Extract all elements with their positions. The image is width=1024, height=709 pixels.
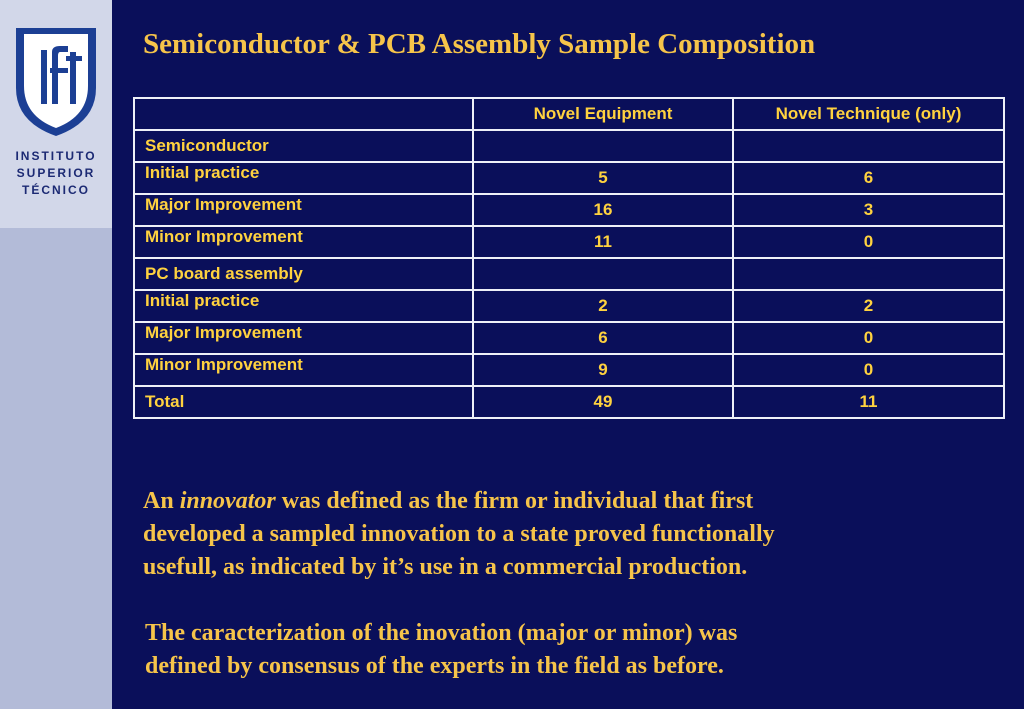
equipment-value: [473, 258, 733, 290]
technique-value: 0: [733, 322, 1004, 354]
row-label: Major Improvement: [134, 194, 473, 226]
row-label: Minor Improvement: [134, 354, 473, 386]
technique-value: 6: [733, 162, 1004, 194]
header-novel-technique: Novel Technique (only): [733, 98, 1004, 130]
table-row: [134, 162, 1004, 194]
header-blank: [134, 98, 473, 130]
paragraph-line: usefull, as indicated by it’s use in a commercial production.: [143, 554, 748, 580]
paragraph-line: developed a sampled innovation to a state proved functionally: [143, 521, 775, 547]
table-row: [134, 130, 1004, 162]
row-label: Major Improvement: [134, 322, 473, 354]
slide-title: Semiconductor & PCB Assembly Sample Composition: [143, 28, 816, 60]
table-header-row: [134, 98, 1004, 130]
table-row: [134, 290, 1004, 322]
sidebar: [0, 0, 112, 709]
category-label: Semiconductor: [134, 130, 473, 162]
ist-logo-icon: [14, 26, 98, 138]
technique-value: [733, 130, 1004, 162]
logo-panel: [0, 0, 112, 228]
characterization-paragraph: [145, 617, 1005, 683]
logo-line-2: SUPERIOR: [16, 166, 96, 180]
equipment-value: 16: [473, 194, 733, 226]
technique-total: 11: [733, 386, 1004, 418]
paragraph-line: [143, 485, 1003, 518]
table-row: [134, 354, 1004, 386]
total-label: Total: [134, 386, 473, 418]
technique-value: 3: [733, 194, 1004, 226]
technique-value: 0: [733, 226, 1004, 258]
paragraph-line-rest: was defined as the firm or individual that first: [275, 488, 754, 514]
equipment-value: 9: [473, 354, 733, 386]
innovator-term: innovator: [179, 488, 276, 514]
paragraph-prefix: An: [143, 488, 180, 514]
logo-wordmark: [0, 148, 112, 199]
table-row: [134, 322, 1004, 354]
category-label: PC board assembly: [134, 258, 473, 290]
header-novel-equipment: Novel Equipment: [473, 98, 733, 130]
sample-composition-table: [133, 97, 1005, 419]
paragraph-line: defined by consensus of the experts in the field as before.: [145, 653, 724, 679]
equipment-value: 2: [473, 290, 733, 322]
technique-value: 2: [733, 290, 1004, 322]
table-row: [134, 258, 1004, 290]
logo-line-3: TÉCNICO: [22, 183, 90, 197]
technique-value: 0: [733, 354, 1004, 386]
row-label: Initial practice: [134, 290, 473, 322]
paragraph-line: The caracterization of the inovation (major or minor) was: [145, 620, 738, 646]
row-label: Minor Improvement: [134, 226, 473, 258]
equipment-value: 11: [473, 226, 733, 258]
table-row: [134, 226, 1004, 258]
table-row: [134, 194, 1004, 226]
technique-value: [733, 258, 1004, 290]
row-label: Initial practice: [134, 162, 473, 194]
total-row: [134, 386, 1004, 418]
equipment-value: 5: [473, 162, 733, 194]
innovator-definition-paragraph: [143, 485, 1003, 584]
equipment-total: 49: [473, 386, 733, 418]
equipment-value: [473, 130, 733, 162]
logo-line-1: INSTITUTO: [15, 149, 97, 163]
equipment-value: 6: [473, 322, 733, 354]
